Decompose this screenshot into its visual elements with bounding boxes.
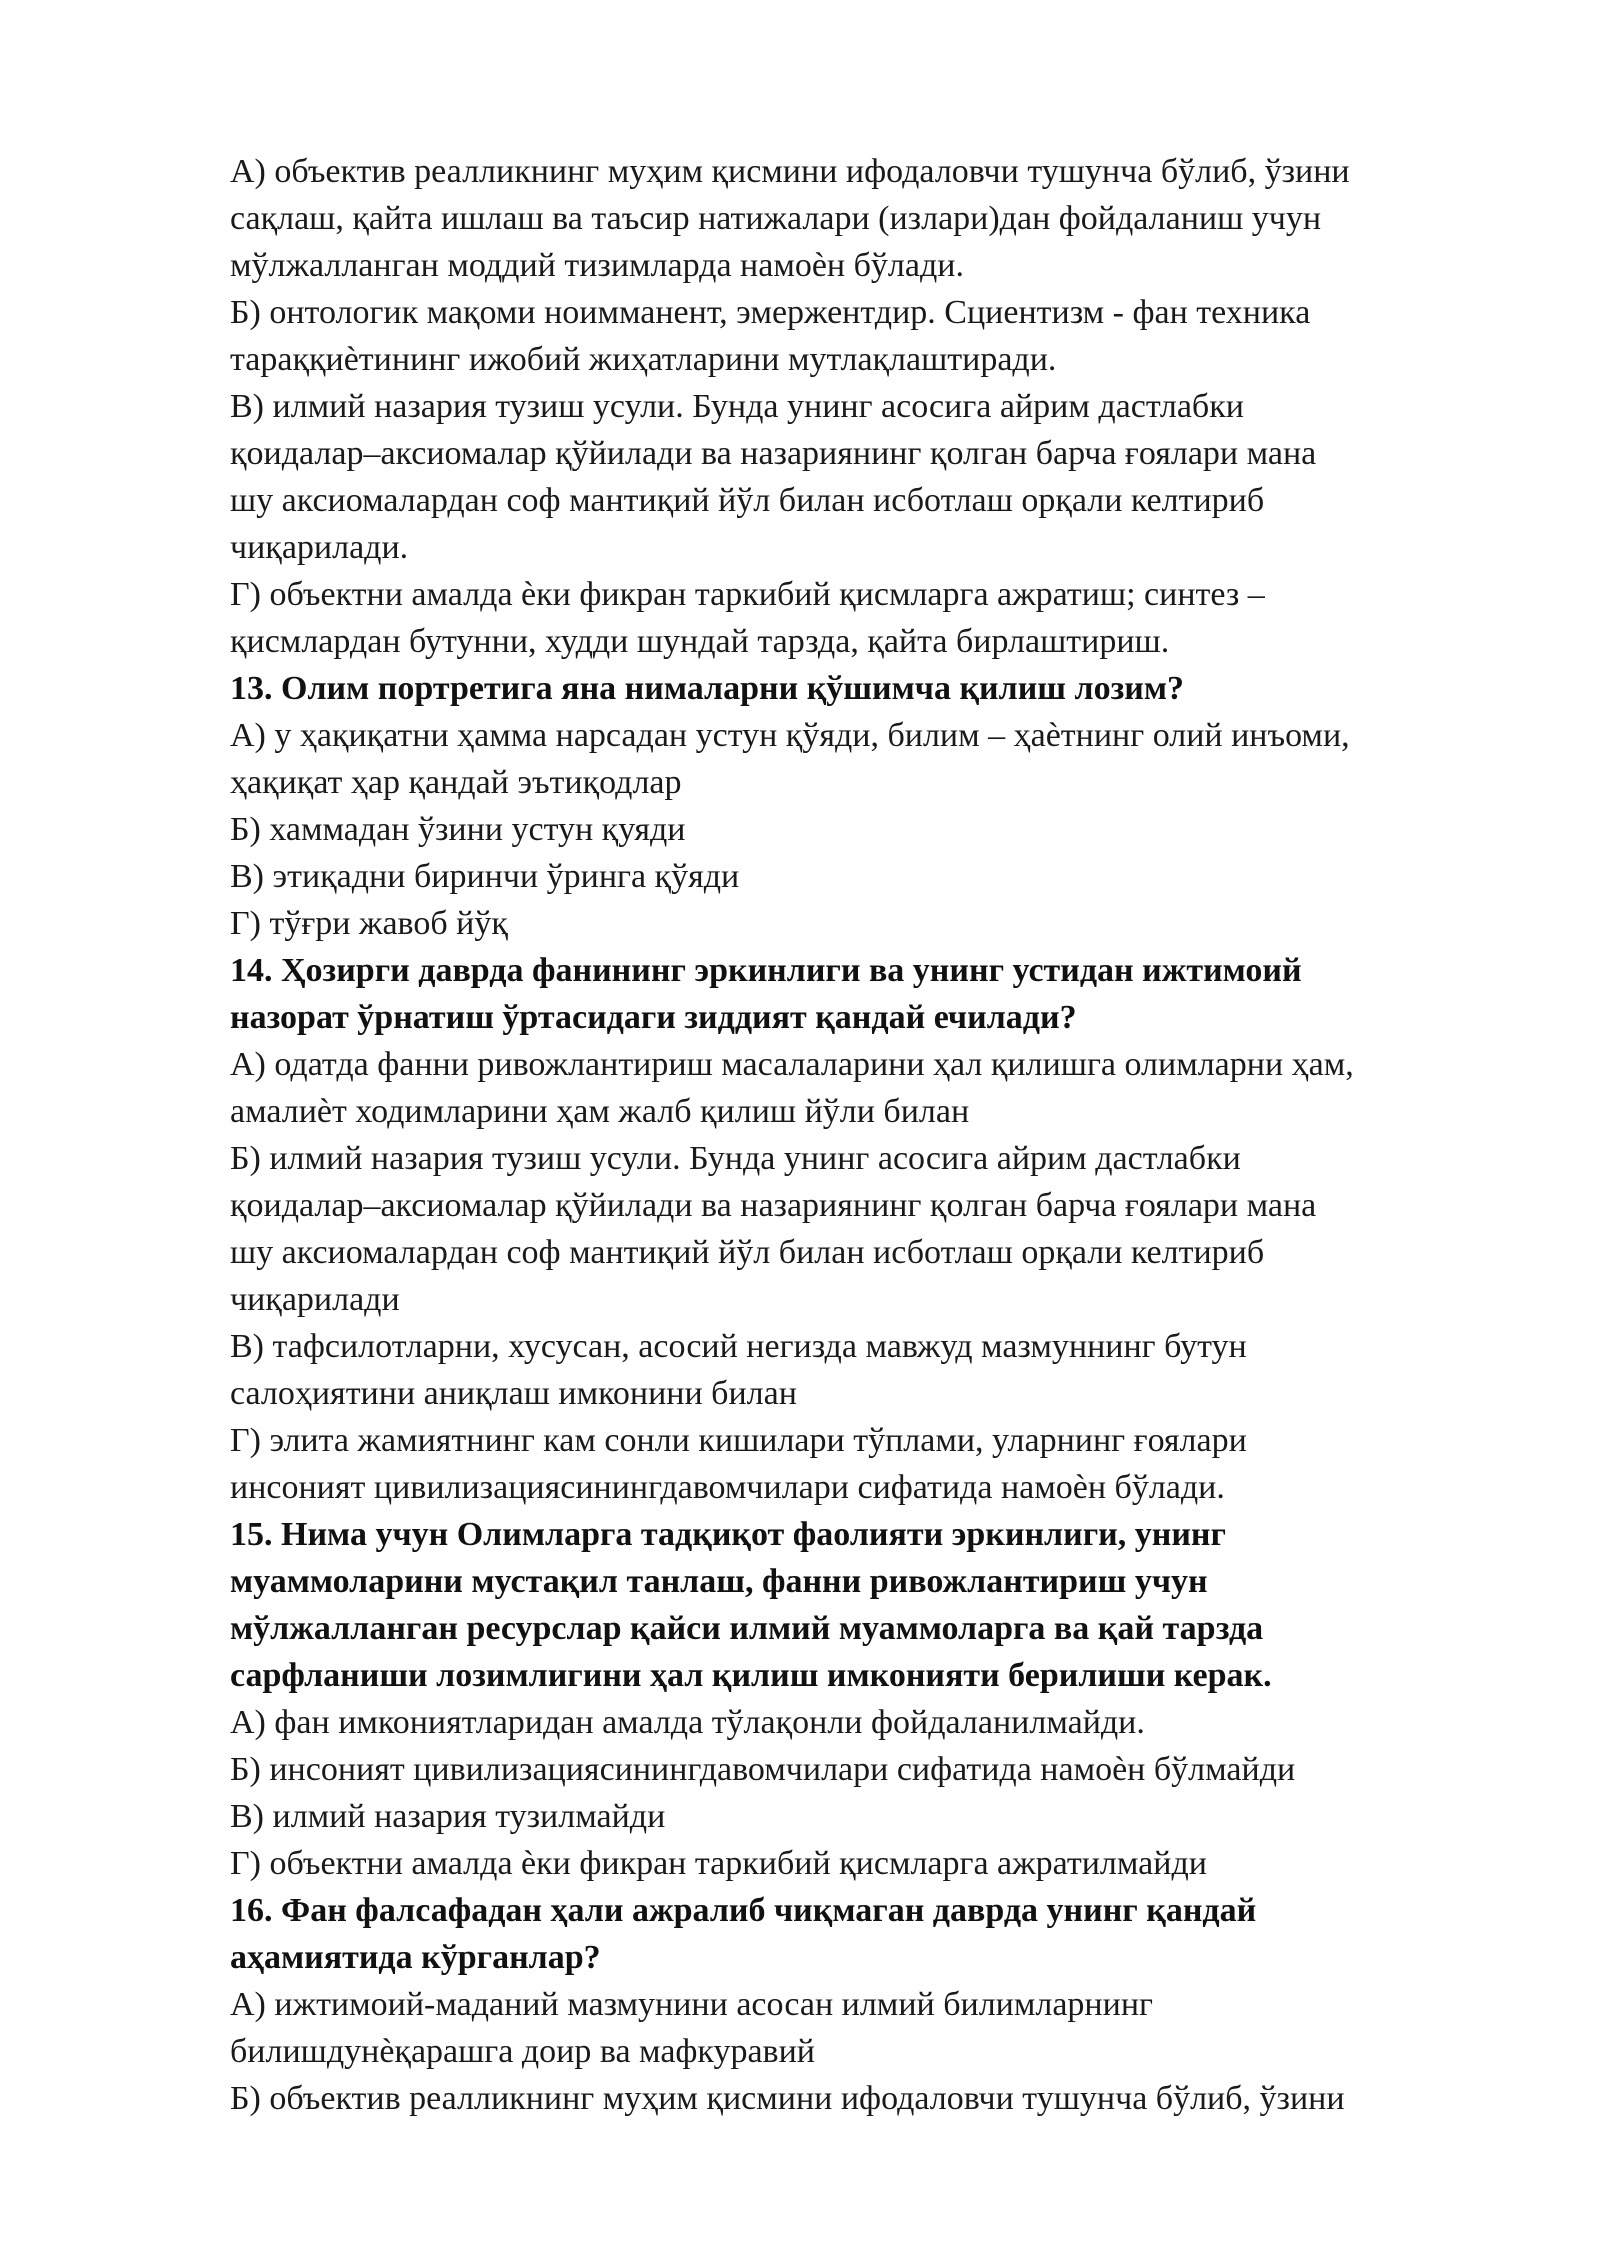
option-b-12: Б) онтологик мақоми ноимманент, эмержентдир. Сциентизм - фан техника тараққиѐтининг ижобий жиҳатларини мутлақлаштиради.	[230, 294, 1311, 378]
option-v-13: В) этиқадни биринчи ўринга қўяди	[230, 858, 740, 895]
option-v-15: В) илмий назария тузилмайди	[230, 1798, 666, 1835]
option-a-14: А) одатда фанни ривожлантириш масалаларини ҳал қилишга олимларни ҳам, амалиѐт ходимларини ҳам жалб қилиш йўли билан	[230, 1046, 1354, 1130]
option-v-14: В) тафсилотларни, хусусан, асосий негизда мавжуд мазмуннинг бутун салоҳиятини аниқлаш имконини билан	[230, 1328, 1247, 1412]
option-b-15: Б) инсоният цивилизациясинингдавомчилари сифатида намоѐн бўлмайди	[230, 1751, 1296, 1788]
option-g-14: Г) элита жамиятнинг кам сонли кишилари тўплами, уларнинг ғоялари инсоният цивилизациясинингдавомчилари сифатида намоѐн бўлади.	[230, 1422, 1247, 1506]
option-v-12: В) илмий назария тузиш усули. Бунда унинг асосига айрим дастлабки қоидалар–аксиомалар қўйилади ва назариянинг қолган барча ғоялари мана шу аксиомалардан соф мантиқий йўл билан исботлаш орқали келтириб чиқарилади.	[230, 388, 1317, 566]
question-15: 15. Нима учун Олимларга тадқиқот фаолияти эркинлиги, унинг муаммоларини мустақил танлаш, фанни ривожлантириш учун мўлжалланган ресурслар қайси илмий муаммоларга ва қай тарзда сарфланиши лозимлигини ҳал қилиш имконияти берилиши керак.	[230, 1516, 1272, 1694]
option-b-13: Б) хаммадан ўзини устун қуяди	[230, 811, 686, 848]
option-g-12: Г) объектни амалда ѐки фикран таркибий қисмларга ажратиш; синтез – қисмлардан бутунни, худди шундай тарзда, қайта бирлаштириш.	[230, 576, 1265, 660]
question-16: 16. Фан фалсафадан ҳали ажралиб чиқмаган даврда унинг қандай аҳамиятида кўрганлар?	[230, 1892, 1257, 1976]
option-b-16: Б) объектив реалликнинг муҳим қисмини ифодаловчи тушунча бўлиб, ўзини	[230, 2080, 1345, 2117]
option-g-13: Г) тўғри жавоб йўқ	[230, 905, 508, 942]
option-a-15: А) фан имкониятларидан амалда тўлақонли фойдаланилмайди.	[230, 1704, 1145, 1741]
option-a-16: А) ижтимоий-маданий мазмунини асосан илмий билимларнинг билишдунѐқарашга доир ва мафкуравий	[230, 1986, 1153, 2070]
option-a-12: А) объектив реалликнинг муҳим қисмини ифодаловчи тушунча бўлиб, ўзини сақлаш, қайта ишлаш ва таъсир натижалари (излари)дан фойдаланиш учун мўлжалланган моддий тизимларда намоѐн бўлади.	[230, 153, 1350, 284]
option-b-14: Б) илмий назария тузиш усули. Бунда унинг асосига айрим дастлабки қоидалар–аксиомалар қўйилади ва назариянинг қолган барча ғоялари мана шу аксиомалардан соф мантиқий йўл билан исботлаш орқали келтириб чиқарилади	[230, 1140, 1317, 1318]
option-a-13: А) у ҳақиқатни ҳамма нарсадан устун қўяди, билим – ҳаѐтнинг олий инъоми, ҳақиқат ҳар қандай эътиқодлар	[230, 717, 1350, 801]
question-13: 13. Олим портретига яна нималарни қўшимча қилиш лозим?	[230, 670, 1184, 707]
question-14: 14. Ҳозирги даврда фанининг эркинлиги ва унинг устидан ижтимоий назорат ўрнатиш ўртасидаги зиддият қандай ечилади?	[230, 952, 1302, 1036]
document-page	[230, 148, 1540, 2122]
option-g-15: Г) объектни амалда ѐки фикран таркибий қисмларга ажратилмайди	[230, 1845, 1207, 1882]
